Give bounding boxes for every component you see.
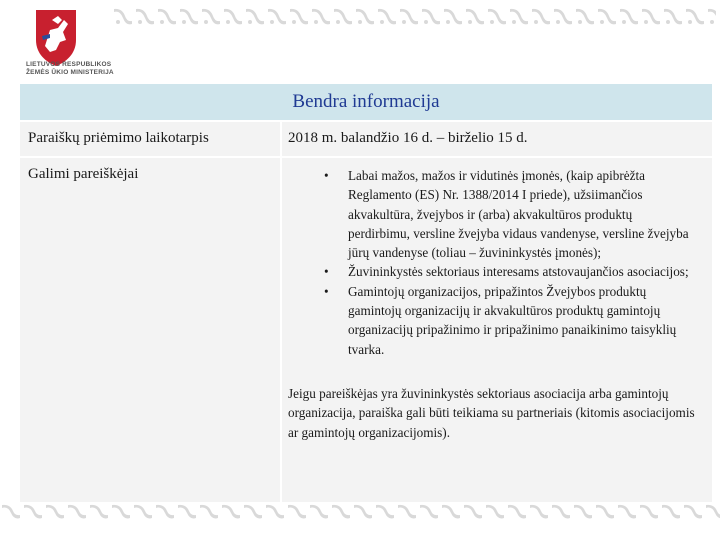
ministry-name-line2: ŽEMĖS ŪKIO MINISTERIJA xyxy=(26,69,114,76)
row-label: Galimi pareiškėjai xyxy=(28,166,139,182)
list-item: • Žuvininkystės sektoriaus interesams atstovaujančios asociacijos; xyxy=(324,264,689,280)
ministry-name-line1: LIETUVOS RESPUBLIKOS xyxy=(26,61,112,68)
table-row xyxy=(20,158,712,504)
applicants-list xyxy=(288,166,706,359)
list-item: • Gamintojų organizacijos, pripažintos Žvejybos produktų gamintojų organizacijų ir akvakultūros produktų gamintojų organizacijų pripažinimo ir pripažinimo panaikinimo taisyklių tvarka. xyxy=(324,283,677,357)
applicants-cell xyxy=(280,158,712,502)
table-header xyxy=(20,84,712,122)
table-title: Bendra informacija xyxy=(292,91,440,112)
partners-note: Jeigu pareiškėjas yra žuvininkystės sektoriaus asociacija arba gamintojų organizacija, paraiška gali būti teikiama su partneriais (kitomis asociacijomis ar gamintojų organizacijomis). xyxy=(288,385,695,440)
ornament-top xyxy=(112,8,716,28)
ornament-bottom xyxy=(0,504,720,522)
table-row xyxy=(20,122,712,158)
row-value: 2018 m. balandžio 16 d. – birželio 15 d. xyxy=(280,122,712,156)
list-item: • Labai mažos, mažos ir vidutinės įmonės, (kaip apibrėžta Reglamento (ES) Nr. 1388/2014 I priede), užsiimančios akvakultūra, žvejybos ir (arba) akvakultūros produktų perdirbimu, versline žvejyba vidaus vandenyse, versline žvejyba jūrų vandenyse (toliau – žuvininkystės įmonės); xyxy=(324,168,689,261)
info-table xyxy=(20,84,712,504)
row-label: Paraiškų priėmimo laikotarpis xyxy=(28,130,209,146)
crest-icon xyxy=(28,6,84,68)
